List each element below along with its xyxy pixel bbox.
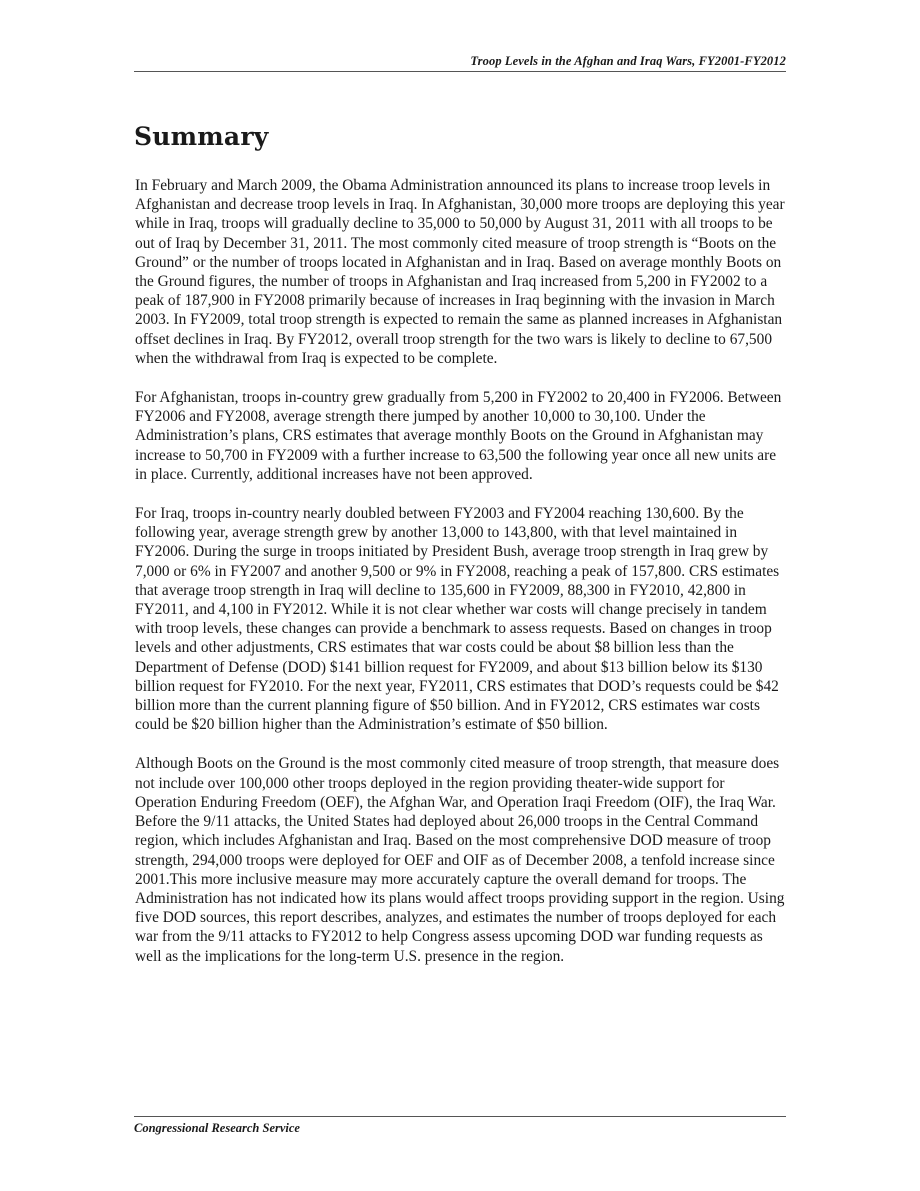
page-title: Summary: [134, 122, 269, 151]
summary-paragraph-2: For Afghanistan, troops in-country grew gradually from 5,200 in FY2002 to 20,400 in FY2006. Between FY2006 and FY2008, average strength there jumped by another 10,000 to 30,100. Under the Administration’s plans, CRS estimates that average monthly Boots on the Ground in Afghanistan may increase to 50,700 in FY2009 with a further increase to 63,500 the following year once all new units are in place. Currently, additional increases have not been approved.: [135, 389, 782, 483]
summary-body: [135, 176, 787, 986]
running-header: Troop Levels in the Afghan and Iraq Wars, FY2001-FY2012: [470, 54, 786, 68]
summary-paragraph-1: In February and March 2009, the Obama Administration announced its plans to increase troop levels in Afghanistan and decrease troop levels in Iraq. In Afghanistan, 30,000 more troops are deploying this year while in Iraq, troops will gradually decline to 35,000 to 50,000 by August 31, 2011 with all troops to be out of Iraq by December 31, 2011. The most commonly cited measure of troop strength is “Boots on the Ground” or the number of troops located in Afghanistan and in Iraq. Based on average monthly Boots on the Ground figures, the number of troops in Afghanistan and Iraq increased from 5,200 in FY2002 to a peak of 187,900 in FY2008 primarily because of increases in Iraq beginning with the invasion in March 2003. In FY2009, total troop strength is expected to remain the same as planned increases in Afghanistan offset declines in Iraq. By FY2012, overall troop strength for the two wars is likely to decline to 67,500 when the withdrawal from Iraq is expected to be complete.: [135, 177, 785, 367]
footer-source: Congressional Research Service: [134, 1121, 300, 1135]
header-divider: [134, 71, 786, 72]
footer-divider: [134, 1116, 786, 1117]
summary-paragraph-3: For Iraq, troops in-country nearly doubled between FY2003 and FY2004 reaching 130,600. By the following year, average strength grew by another 13,000 to 143,800, with that level maintained in FY2006. During the surge in troops initiated by President Bush, average troop strength in Iraq grew by 7,000 or 6% in FY2007 and another 9,500 or 9% in FY2008, reaching a peak of 157,800. CRS estimates that average troop strength in Iraq will decline to 135,600 in FY2009, 88,300 in FY2010, 42,800 in FY2011, and 4,100 in FY2012. While it is not clear whether war costs will change precisely in tandem with troop levels, these changes can provide a benchmark to assess requests. Based on changes in troop levels and other adjustments, CRS estimates that war costs could be about $8 billion less than the Department of Defense (DOD) $141 billion request for FY2009, and about $13 billion below its $130 billion request for FY2010. For the next year, FY2011, CRS estimates that DOD’s requests could be $42 billion more than the current planning figure of $50 billion. And in FY2012, CRS estimates war costs could be $20 billion higher than the Administration’s estimate of $50 billion.: [135, 505, 780, 734]
summary-paragraph-4: Although Boots on the Ground is the most commonly cited measure of troop strength, that measure does not include over 100,000 other troops deployed in the region providing theater-wide support for Operation Enduring Freedom (OEF), the Afghan War, and Operation Iraqi Freedom (OIF), the Iraq War. Before the 9/11 attacks, the United States had deployed about 26,000 troops in the Central Command region, which includes Afghanistan and Iraq. Based on the most comprehensive DOD measure of troop strength, 294,000 troops were deployed for OEF and OIF as of December 2008, a tenfold increase since 2001.This more inclusive measure may more accurately capture the overall demand for troops. The Administration has not indicated how its plans would affect troops providing support in the region. Using five DOD sources, this report describes, analyzes, and estimates the number of troops deployed for each war from the 9/11 attacks to FY2012 to help Congress assess upcoming DOD war funding requests as well as the implications for the long-term U.S. presence in the region.: [135, 755, 785, 965]
